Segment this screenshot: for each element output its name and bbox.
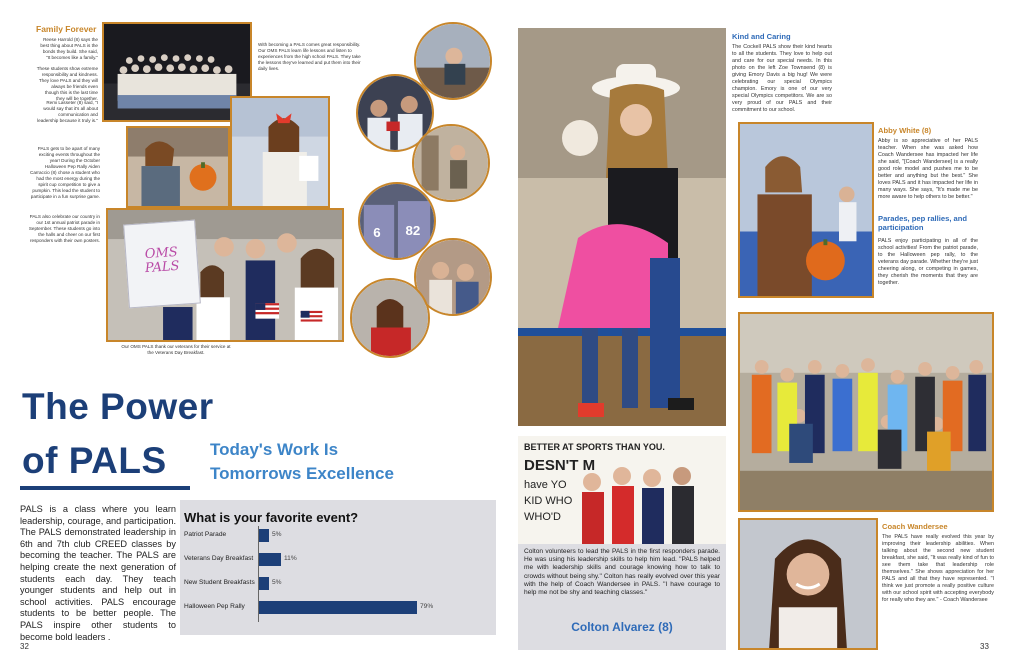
chart-row <box>180 598 496 614</box>
family-text-2: These students show extreme responsibility and kindness. They love PALS and they will always be friends even though this is the last time they will be together. <box>36 66 98 101</box>
veterans-caption: Our OMS PALS thank our veterans for their service at the Veterans Day Breakfast. <box>121 344 231 355</box>
intro-paragraph: PALS is a class where you learn leadership, courage, and participation. The PALS demonstrated leadership in 6th and 7th club CREED classes by becoming the teacher. The PALS are helping create the next generation of students each day. They teach younger students and help out in school activities. PALS encourage students to be better people. The PALS inspire other students to become bold leaders . <box>20 504 176 642</box>
svg-text:WHO'D: WHO'D <box>524 511 561 523</box>
favorite-event-chart <box>180 500 496 635</box>
chart-category-label: Veterans Day Breakfast <box>184 555 254 562</box>
handmade-poster <box>123 220 201 309</box>
girl-bow-photo <box>230 96 330 208</box>
family-text-3: Remi Lasseter (8) said, "I would say that it's all about communication and leadership because it truly is." <box>37 100 98 123</box>
parades-heading: Parades, pep rallies, and participation <box>878 214 968 232</box>
chart-row <box>180 550 496 566</box>
chart-value-label: 79% <box>420 603 434 610</box>
colton-quote: Colton volunteers to lead the PALS in the first responders parade. He was using his leadership skills to help him lead. "PALS helped me with leadership skills and courage knowing how to talk to crowds without being shy." Colton has really evolved over this year with the help of Coach Wandersee in PALS. "I have courage to help me not be shy and teaching classes." <box>524 548 720 597</box>
chart-category-label: Patriot Parade <box>184 531 227 538</box>
jerseys-circle-photo <box>358 182 436 260</box>
hallway-circle-photo <box>412 124 490 202</box>
hug-photo <box>518 28 726 426</box>
subtitle-line-1: Today's Work Is <box>210 440 339 459</box>
right-page <box>506 0 1012 670</box>
coach-heading: Coach Wandersee <box>882 522 948 531</box>
family-forever-heading: Family Forever <box>36 24 97 34</box>
chart-plot <box>180 526 496 626</box>
coach-photo <box>738 518 878 650</box>
svg-text:82: 82 <box>405 223 421 239</box>
kind-caring-heading: Kind and Caring <box>732 32 791 41</box>
svg-text:6: 6 <box>373 225 381 241</box>
chart-category-label: Halloween Pep Rally <box>184 603 245 610</box>
title-divider <box>20 486 190 490</box>
svg-text:have YO: have YO <box>524 479 567 491</box>
coach-text: The PALS have really evolved this year by improving their leadership abilities. When talking about the second new student breakfast, she said, "It was really kind of fun to see them take that leadership role themselves." She shows appreciation for her PALS and all that they have represented. "I think we just promote a really positive culture with our school spirit with accepting everybody for really who they are." - Coach Wandersee <box>882 534 994 603</box>
svg-text:BETTER AT SPORTS THAN YOU.: BETTER AT SPORTS THAN YOU. <box>524 442 665 452</box>
pumpkin-photo <box>126 126 230 208</box>
colton-photo <box>518 436 726 544</box>
chart-bar <box>259 553 281 566</box>
kind-caring-text: The Cockell PALS show their kind hearts to all the students. They love to help out and care for our special needs. In this photo on the left Zoe Townsend (8) is giving Emory Davis a big hug! We were celebrating our special Olympics champion. Emory is one of our very special Olympics competitors. We are so very proud of our PALS and their commitment to our school. <box>732 44 832 113</box>
family-text-4: PALS gets to be apart of many exciting events throughout the year! During the October Halloween Pep Rally Aiden Carraccio (8) chose a student who had the most energy during the spirit cup competition to give a pumpkin. This lead the student to participate in a fun surprise game. <box>30 146 100 199</box>
family-text-5: PALS also celebrate our country in our 1st annual patriot parade in September. These students go into the halls and cheer on our first responders with their own posters. <box>28 214 100 243</box>
svg-text:DESN'T M: DESN'T M <box>524 457 596 474</box>
colton-quote-box <box>518 544 726 650</box>
responsibility-text: With becoming a PALS comes great responsibility. Our OMS PALS learn life lessons and listen to experiences from the high school PALS. They take the lessons they've learned and put them into their daily lives. <box>258 42 361 71</box>
family-text-1: Reese Harrold (8) says the best thing about PALS is the bonds they build. She said, "It becomes like a family." <box>40 37 98 60</box>
chart-category-label: New Student Breakfasts <box>184 579 255 586</box>
page-title-line-1: The Power <box>22 386 214 427</box>
chart-row <box>180 526 496 542</box>
chart-bar <box>259 601 417 614</box>
chart-bar <box>259 529 269 542</box>
abby-text: Abby is so appreciative of her PALS teacher. When she was asked how Coach Wandersee has impacted her life she said, "[Coach Wandersee] is a really good role model and pushes me to be better and anything but the best." She loves PALS and it has impacted her life in many ways. She says, "It's made me be more aware to help others to be better." <box>878 138 978 200</box>
subtitle-line-2: Tomorrows Excellence <box>210 464 394 483</box>
chart-value-label: 5% <box>272 579 282 586</box>
chart-bar <box>259 577 269 590</box>
abby-photo <box>738 122 874 298</box>
chart-row <box>180 574 496 590</box>
gym-photo <box>738 312 994 512</box>
parades-text: PALS enjoy participating in all of the school activities! From the patriot parade, to the Halloween pep rally, to the veterans day parade. Whether they're just cheering along, or competing in games, they cherish the moments that they are together. <box>878 238 978 286</box>
colton-name: Colton Alvarez (8) <box>571 620 673 634</box>
chart-value-label: 5% <box>272 531 282 538</box>
page-title-line-2: of PALS <box>22 440 167 481</box>
chart-title: What is your favorite event? <box>184 510 359 525</box>
abby-heading: Abby White (8) <box>878 126 932 135</box>
poster-text: OMS PALS <box>144 244 180 277</box>
chart-value-label: 11% <box>284 555 297 562</box>
right-page-number: 33 <box>980 642 989 651</box>
svg-text:KID WHO: KID WHO <box>524 495 573 507</box>
veteran-girl-circle-photo <box>350 278 430 358</box>
left-page-number: 32 <box>20 642 29 651</box>
